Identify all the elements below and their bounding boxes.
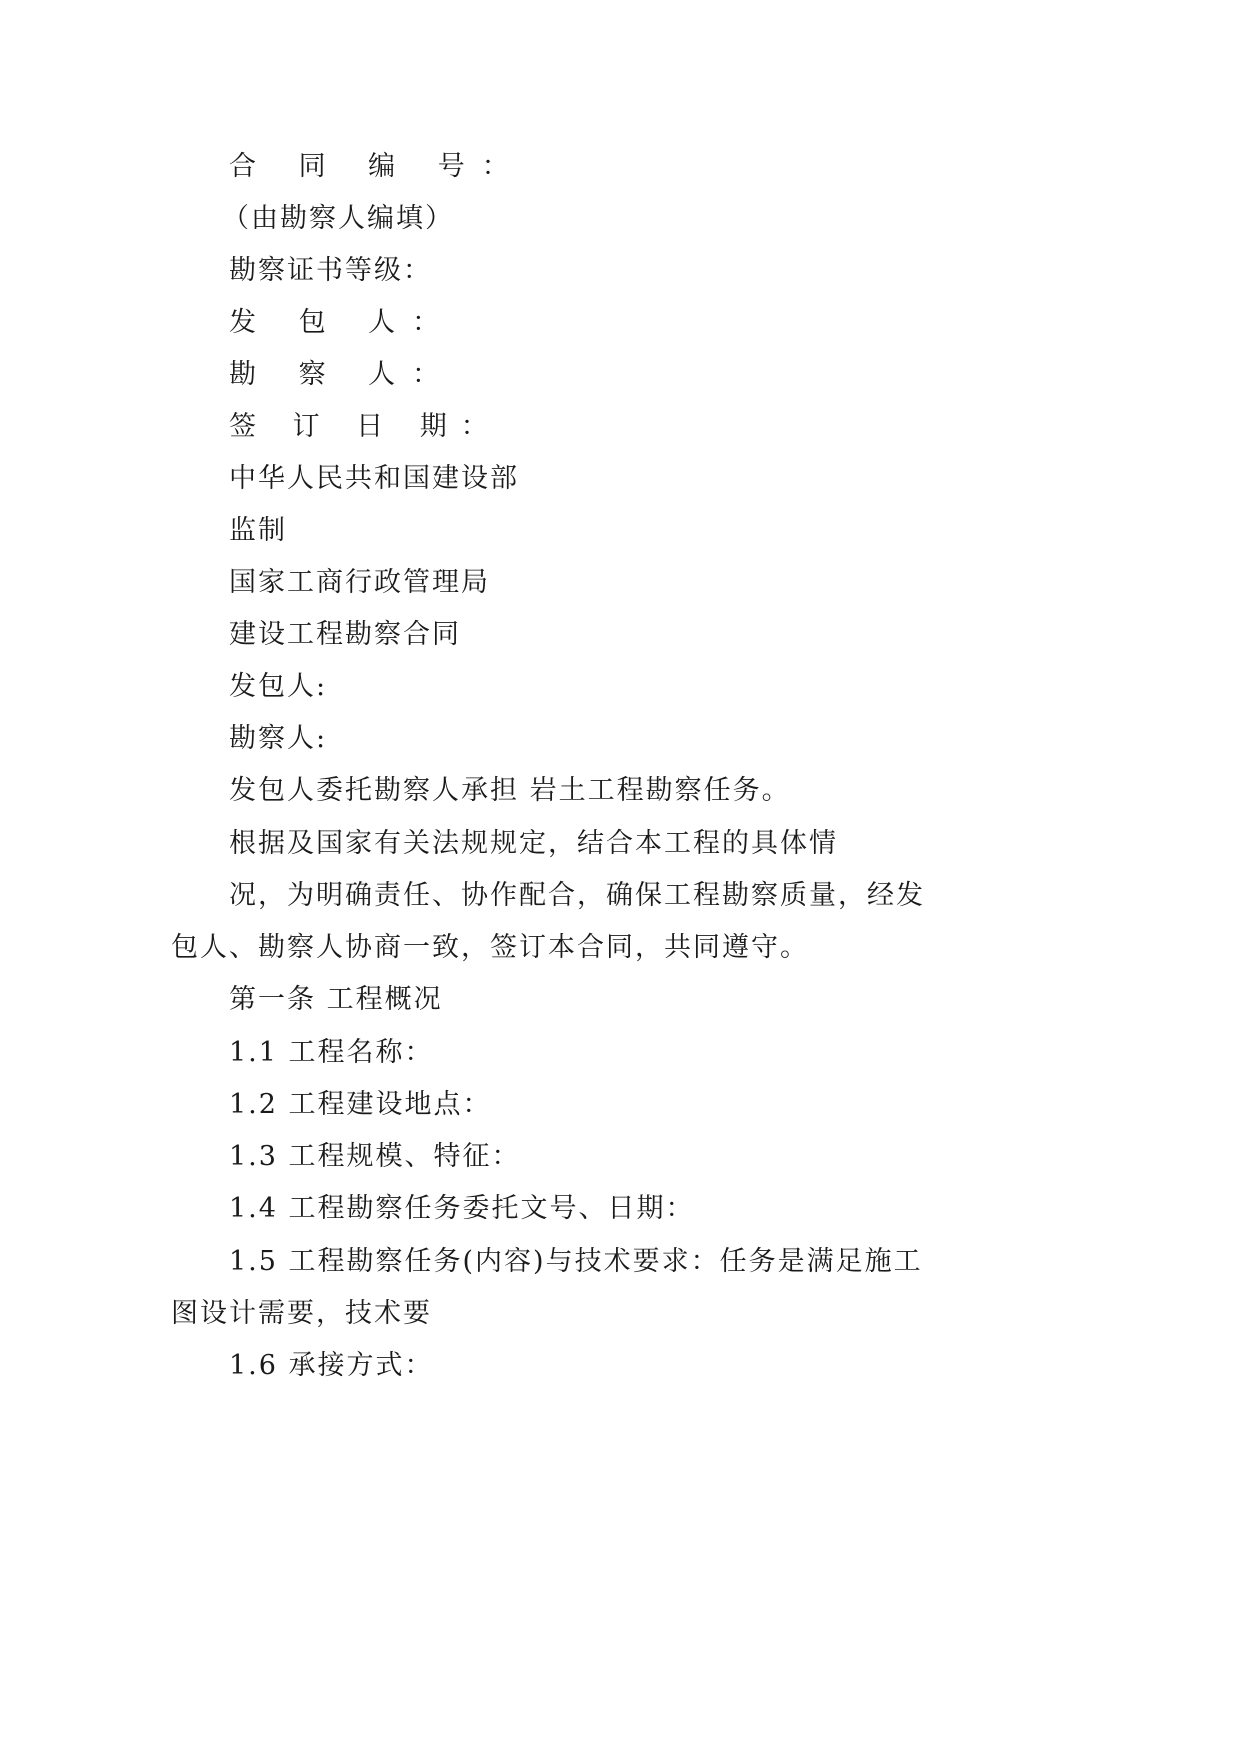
- issuer-supervised: 监制: [229, 515, 287, 546]
- contract-number-label: 合 同 编 号：: [229, 151, 526, 182]
- item-1-3: 1.3 工程规模、特征：: [229, 1141, 521, 1172]
- item-1-2: 1.2 工程建设地点：: [229, 1089, 492, 1120]
- preamble-line-2: 况，为明确责任、协作配合，确保工程勘察质量，经发: [229, 880, 925, 911]
- item-1-1: 1.1 工程名称：: [229, 1037, 434, 1068]
- body-surveyor-label: 勘察人:: [229, 723, 328, 754]
- signing-date-label: 签 订 日 期：: [229, 411, 502, 442]
- commission-statement: 发包人委托勘察人承担 岩土工程勘察任务。: [229, 775, 791, 806]
- surveyor-label: 勘 察 人：: [229, 359, 457, 390]
- issuer-administration: 国家工商行政管理局: [229, 567, 490, 598]
- employer-label: 发 包 人：: [229, 307, 457, 338]
- body-employer-label: 发包人:: [229, 671, 328, 702]
- certificate-level-label: 勘察证书等级：: [229, 255, 432, 286]
- filled-by-note: （由勘察人编填）: [222, 203, 454, 234]
- item-1-6: 1.6 承接方式：: [229, 1350, 434, 1381]
- item-1-4: 1.4 工程勘察任务委托文号、日期：: [229, 1193, 695, 1224]
- item-1-5-line-2: 图设计需要，技术要: [171, 1298, 432, 1329]
- preamble-line-3: 包人、勘察人协商一致，签订本合同，共同遵守。: [171, 932, 809, 963]
- contract-title: 建设工程勘察合同: [229, 619, 461, 650]
- item-1-5-line-1: 1.5 工程勘察任务(内容)与技术要求：任务是满足施工: [229, 1246, 923, 1277]
- issuer-ministry: 中华人民共和国建设部: [229, 463, 519, 494]
- article-1-heading: 第一条 工程概况: [229, 984, 443, 1015]
- preamble-line-1: 根据及国家有关法规规定，结合本工程的具体情: [229, 828, 838, 859]
